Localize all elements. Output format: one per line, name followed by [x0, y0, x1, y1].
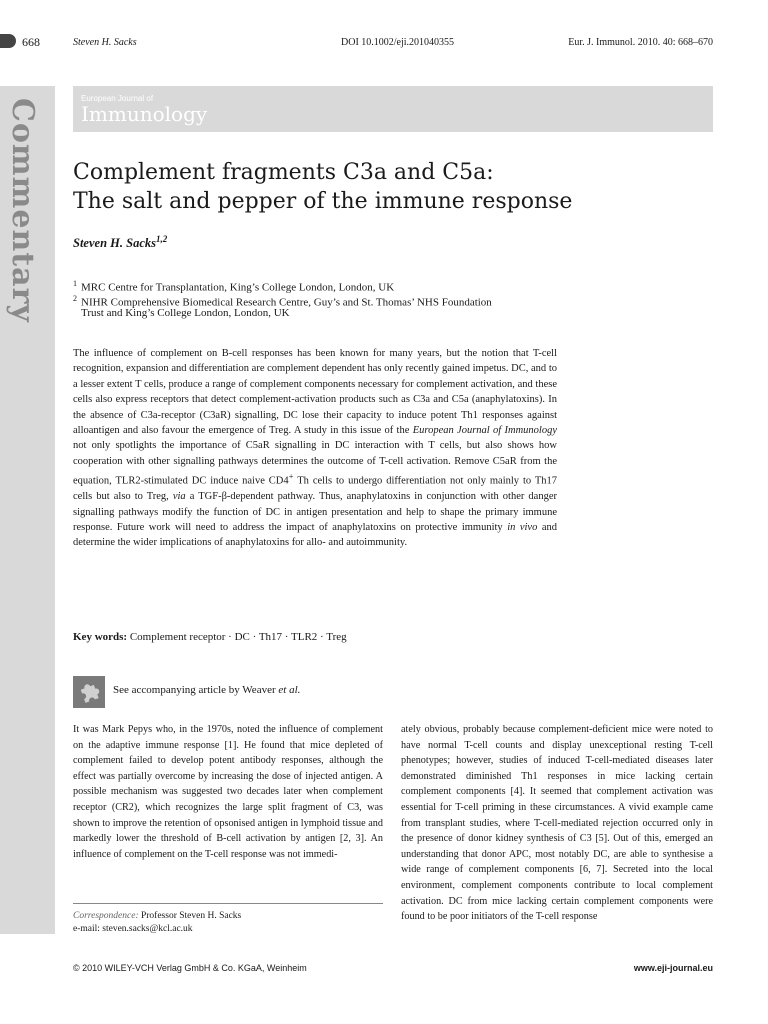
keywords	[73, 631, 347, 643]
author-line	[73, 234, 167, 251]
correspondence-email[interactable]: e-mail: steven.sacks@kcl.ac.uk	[73, 924, 193, 934]
affiliation-2-cont	[81, 306, 290, 321]
affiliation-number: 2	[73, 294, 77, 303]
page-tab-marker	[0, 34, 16, 48]
title-line-2: The salt and pepper of the immune response	[73, 189, 573, 214]
accompanying-text	[113, 684, 300, 696]
journal-name-small: European Journal of	[81, 94, 154, 103]
abstract-italic: in vivo	[507, 521, 538, 533]
journal-website-link[interactable]: www.eji-journal.eu	[633, 963, 713, 973]
puzzle-piece-icon	[73, 676, 105, 708]
journal-name-logo: Immunology	[81, 102, 208, 126]
abstract-superscript: +	[288, 471, 294, 482]
abstract-part: not only spotlights the importance of C5aR signalling in DC interaction with T cells, but also shows how cooperation with other signalling pathways determines the outcome of T-cell activation. Remove C5aR from the equation, TLR2-stimulated DC induce naive CD4	[73, 440, 557, 487]
abstract-part: a TGF-β-dependent pathway. Thus, anaphylatoxins in conjunction with other danger signalling pathways modify the function of DC in antigen presentation and help to shape the primary immune response. Future work will need to address the impact of anaphylatoxins on protective immunity	[73, 491, 557, 533]
running-author: Steven H. Sacks	[73, 37, 137, 48]
correspondence-divider	[73, 903, 383, 904]
accompanying-etal: et al.	[278, 684, 301, 696]
author-name: Steven H. Sacks	[73, 236, 156, 251]
keywords-label: Key words:	[73, 631, 128, 643]
author-affil-marks: 1,2	[155, 234, 168, 244]
copyright: © 2010 WILEY-VCH Verlag GmbH & Co. KGaA, Weinheim	[73, 963, 307, 973]
page-number: 668	[22, 35, 40, 49]
abstract-part: and determine the wider implications of anaphylatoxins for allo- and autoimmunity.	[73, 521, 558, 549]
abstract-italic: via	[172, 491, 186, 503]
journal-banner	[73, 86, 713, 132]
affiliation-number: 1	[73, 279, 77, 288]
correspondence	[73, 910, 241, 936]
keywords-list: Complement receptor · DC · Th17 · TLR2 · Treg	[129, 631, 347, 643]
correspondence-label: Correspondence:	[73, 911, 139, 921]
title-line-1: Complement fragments C3a and C5a:	[73, 160, 494, 185]
article-title	[73, 158, 713, 216]
affiliation-text: Trust and King’s College London, London, UK	[81, 307, 290, 319]
abstract-part: The influence of complement on B-cell responses has been known for many years, but the notion that T-cell recognition, expansion and differentiation are complement dependent has only recently gained impetus. DC, and to a lesser extent T cells, produce a range of complement components necessary for complement activation, and these cells also express receptors that detect complement-activation products such as C3a and C5a (anaphylatoxins). In the absence of C3a-receptor (C3aR) signalling, DC lose their capacity to induce potent Th1 responses against alloantigen and also favour the emergence of Treg. A study in this issue of the	[73, 348, 557, 437]
abstract-part: Th cells to undergo differentiation not only mainly to Th17 cells but also to Treg,	[73, 475, 557, 503]
body-column-1: It was Mark Pepys who, in the 1970s, noted the influence of complement on the adaptive immune response [1]. He found that mice depleted of complement failed to develop potent antibody responses, although the effect was partially overcome by increasing the dose of injected antigen. A possible mechanism was suggested two decades later when complement receptor (CR2), which recognizes the large split fragment of C3, was shown to improve the retention of opsonised antigen in lymphoid tissue and markedly lower the threshold of B-cell activation by antigen [2, 3]. An influence of complement on the T-cell response was not immedi-	[73, 724, 383, 860]
section-label: Commentary	[5, 98, 40, 323]
abstract-journal-name: European Journal of Immunology	[412, 425, 557, 437]
correspondence-name: Professor Steven H. Sacks	[140, 911, 242, 921]
affiliation-text: NIHR Comprehensive Biomedical Research Centre, Guy’s and St. Thomas’ NHS Foundation	[81, 296, 492, 309]
abstract	[73, 346, 557, 551]
doi: DOI 10.1002/eji.201040355	[341, 37, 455, 48]
journal-reference: Eur. J. Immunol. 2010. 40: 668–670	[568, 37, 713, 48]
body-column-2: ately obvious, probably because complement-deficient mice were noted to have normal T-cell counts and display unexceptional resting T-cell phenotypes; however, studies of induced T-cell-mediated diseases later demonstrated diminished Th1 responses in mice lacking certain complement components [4]. It seemed that complement activation was essential for T-cell priming in these circumstances. A vivid example came from transplant studies, where T-cell-mediated rejection occurred only in the presence of donor kidney synthesis of C3 [5]. Out of this, emerged an understanding that donor APC, most notably DC, are able to synthesise a wide range of complement components [6, 7]. Secreted into the local environment, complement components contribute to local complement activation. DC from mice lacking certain complement components were found to be poor initiators of the T-cell response	[401, 724, 713, 923]
affiliation-text: MRC Centre for Transplantation, King’s College London, London, UK	[81, 281, 395, 294]
accompanying-label: See accompanying article by Weaver	[113, 684, 279, 696]
